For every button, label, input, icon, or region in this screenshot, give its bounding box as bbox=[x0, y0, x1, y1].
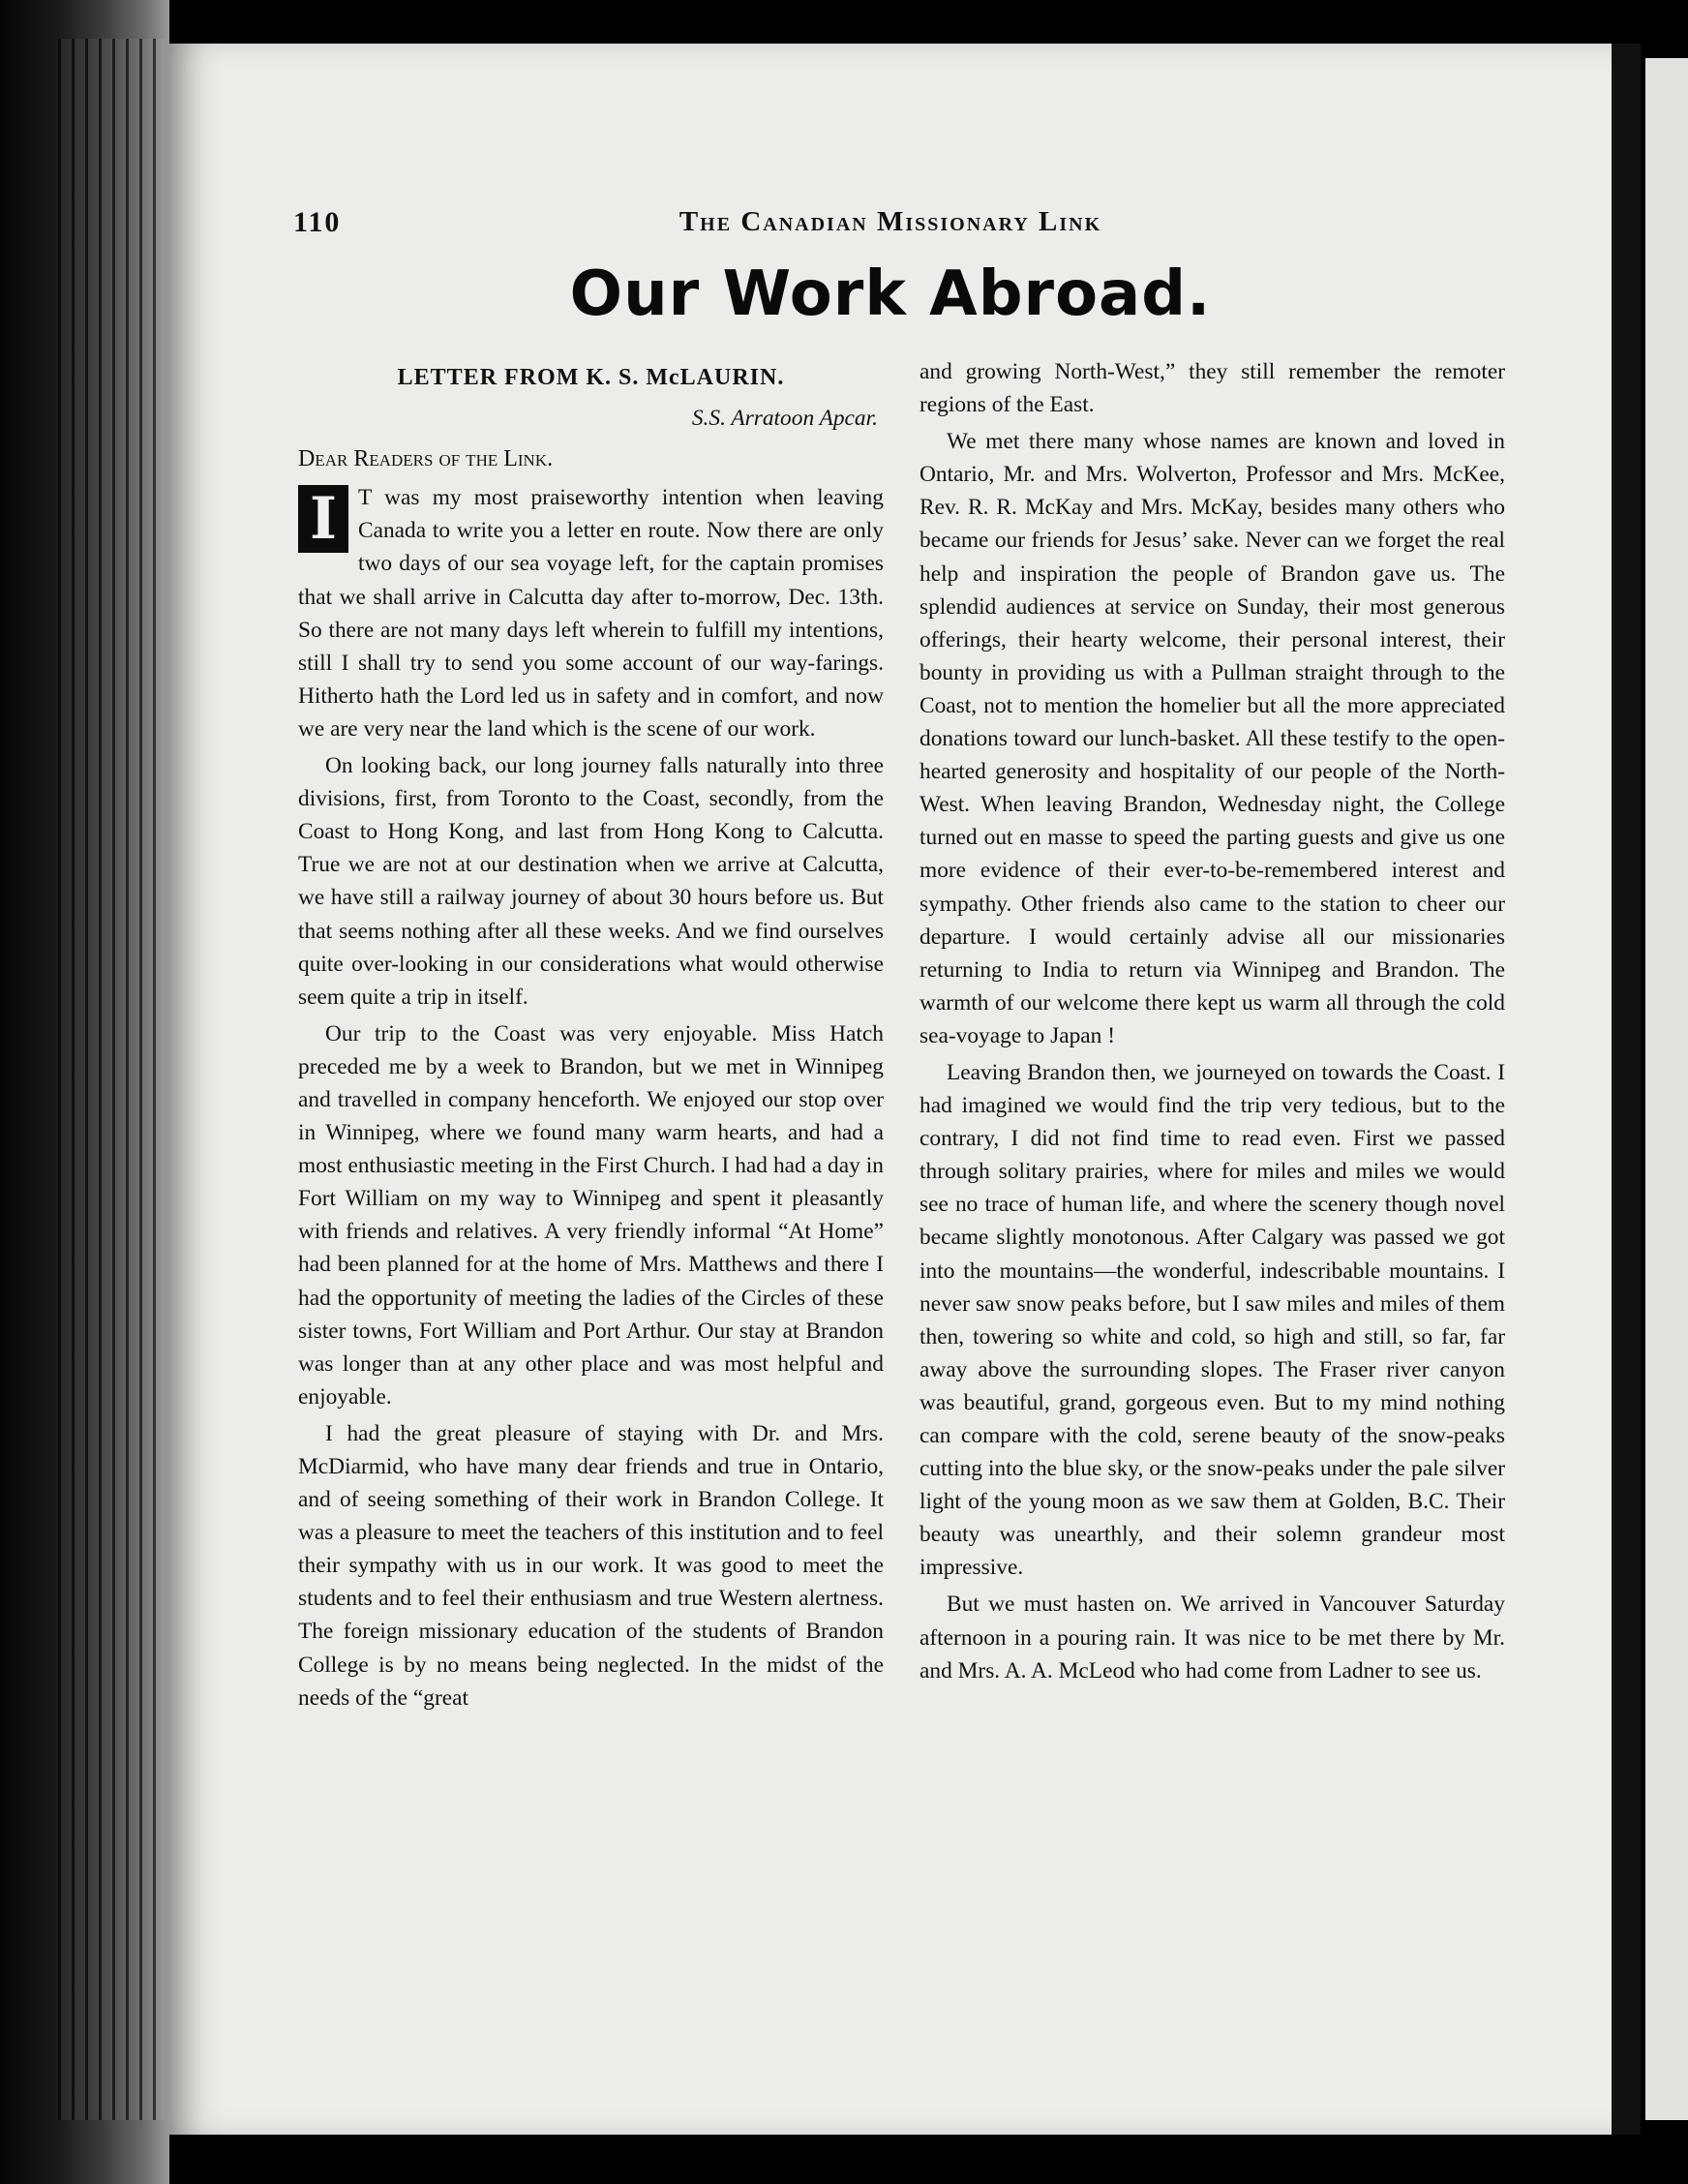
paragraph: On looking back, our long journey falls naturally into three divisions, first, from Toronto to the Coast, secondly, from the Coast to Hong Kong, and last from Hong Kong to Calcutta. True we are not at our destination when we arrive at Calcutta, we have still a railway journey of about 30 hours before us. But that seems nothing after all these weeks. And we find ourselves quite over-looking in our considerations what would otherwise seem quite a trip in itself. bbox=[298, 753, 884, 1010]
right-column bbox=[919, 355, 1505, 1691]
paragraph: I had the great pleasure of staying with Dr. and Mrs. McDiarmid, who have many dear friends and true in Ontario, and of seeing something of their work in Brandon College. It was a pleasure to meet the teachers of this institution and to feel their sympathy with us in our work. It was good to meet the students and to feel their enthusiasm and true Western alertness. The foreign missionary education of the students of Brandon College is by no means being neglected. In the midst of the needs of the “great bbox=[298, 1420, 884, 1711]
paragraph-text: T was my most praiseworthy intention when leaving Canada to write you a letter en route. Now there are only two days of our sea voyage left, for the captain promises that we shall arrive in Calcutta day after to-morrow, Dec. 13th. So there are not many days left wherein to fulfill my intentions, still I shall try to send you some account of our way-farings. Hitherto hath the Lord led us in safety and in comfort, and now we are very near the land which is the scene of our work. bbox=[298, 485, 884, 742]
facing-page-edge bbox=[1645, 58, 1688, 2120]
ship-name: S.S. Arratoon Apcar. bbox=[691, 406, 878, 432]
paragraph: and growing North-West,” they still remember the remoter regions of the East. bbox=[919, 359, 1505, 418]
paragraph: Leaving Brandon then, we journeyed on towards the Coast. I had imagined we would find the trip very tedious, but to the contrary, I did not find time to read even. First we passed through solitary prairies, where for miles and miles we would see no trace of human life, and where the scenery though novel became slightly monotonous. After Calgary was passed we got into the mountains—the wonderful, indescribable mountains. I never saw snow peaks before, but I saw miles and miles of them then, towering so white and cold, so high and still, so far, far away above the surrounding slopes. The Fraser river canyon was beautiful, grand, gorgeous even. But to my mind nothing can compare with the cold, serene beauty of the snow-peaks cutting into the blue sky, or the snow-peaks under the pale silver light of the young moon as we saw them at Golden, B.C. Their beauty was unearthly, and their solemn grandeur most impressive. bbox=[919, 1059, 1505, 1581]
section-title: Our Work Abroad. bbox=[569, 258, 1212, 330]
left-column bbox=[298, 355, 884, 1718]
paragraph: We met there many whose names are known and loved in Ontario, Mr. and Mrs. Wolverton, Professor and Mrs. McKee, Rev. R. R. McKay and Mrs. McKay, besides many others who became our friends for Jesus’ sake. Never can we forget the real help and inspiration the people of Brandon gave us. The splendid audiences at service on Sunday, their most generous offerings, their hearty welcome, their personal interest, their bounty in providing us with a Pullman straight through to the Coast, not to mention the homelier but all the more appreciated donations toward our lunch-basket. All these testify to the open-hearted generosity and hospitality of our people of the North-West. When leaving Brandon, Wednesday night, the College turned out en masse to speed the parting guests and give us one more evidence of their ever-to-be-remembered interest and sympathy. Other friends also came to the station to cheer our departure. I would certainly advise all our missionaries returning to India to return via Winnipeg and Brandon. The warmth of our welcome there kept us warm all through the cold sea-voyage to Japan ! bbox=[919, 429, 1505, 1048]
journal-title: The Canadian Missionary Link bbox=[678, 206, 1102, 237]
drop-cap: I bbox=[298, 485, 348, 553]
scanned-page bbox=[169, 44, 1612, 2135]
page-gutter-shadow bbox=[1612, 44, 1641, 2135]
paragraph bbox=[298, 481, 884, 745]
letter-heading: LETTER FROM K. S. McLAURIN. bbox=[397, 365, 785, 390]
binding-page-edges bbox=[58, 39, 165, 2120]
running-head bbox=[169, 206, 1612, 245]
page-number: 110 bbox=[293, 206, 342, 238]
salutation: Dear Readers of the Link. bbox=[298, 446, 554, 472]
book-binding bbox=[0, 0, 169, 2184]
paragraph: But we must hasten on. We arrived in Vancouver Saturday afternoon in a pouring rain. It was nice to be met there by Mr. and Mrs. A. A. McLeod who had come from Ladner to see us. bbox=[919, 1592, 1505, 1684]
paragraph: Our trip to the Coast was very enjoyable. Miss Hatch preceded me by a week to Brandon, but we met in Winnipeg and travelled in company henceforth. We enjoyed our stop over in Winnipeg, where we found many warm hearts, and had a most enthusiastic meeting in the First Church. I had had a day in Fort William on my way to Winnipeg and spent it pleasantly with friends and relatives. A very friendly informal “At Home” had been planned for at the home of Mrs. Matthews and there I had the opportunity of meeting the ladies of the Circles of these sister towns, Fort William and Port Arthur. Our stay at Brandon was longer than at any other place and was most helpful and enjoyable. bbox=[298, 1020, 884, 1410]
